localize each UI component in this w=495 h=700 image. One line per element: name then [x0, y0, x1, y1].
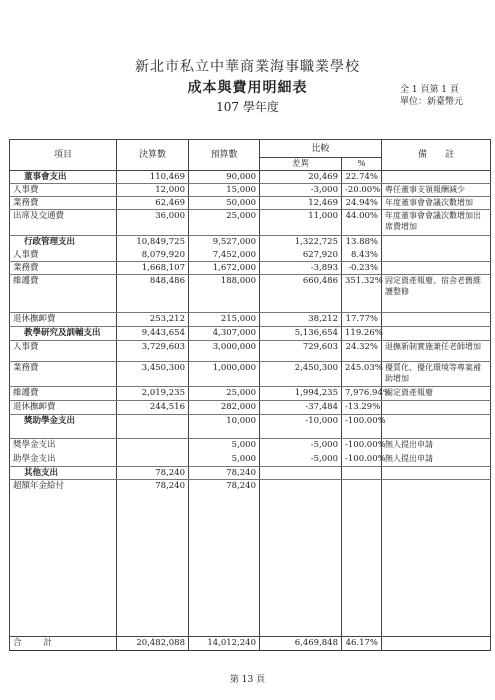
cell-diff: 38,212: [260, 313, 342, 327]
table-row: [10, 197, 491, 210]
cell-item: 獎助學金支出: [10, 415, 117, 439]
cell-diff: 660,486: [260, 275, 342, 313]
cell-note: [382, 313, 491, 327]
table-row: [10, 327, 491, 341]
table-row: [10, 275, 491, 313]
cell-pct: 8.43%: [342, 249, 382, 262]
col-header-budget: 預算數: [189, 140, 260, 171]
table-row: [10, 387, 491, 401]
cell-note: [382, 467, 491, 480]
total-diff: 6,469,848: [260, 637, 342, 651]
cell-budget: 282,000: [189, 401, 260, 415]
cell-diff: 20,469: [260, 171, 342, 184]
total-actual: 20,482,088: [117, 637, 189, 651]
table-row: [10, 362, 491, 387]
table-row: [10, 262, 491, 275]
table-row: [10, 171, 491, 184]
col-header-note: 備 註: [382, 140, 491, 171]
cell-note: [382, 236, 491, 249]
cell-note: 無人提出申請: [382, 453, 491, 467]
cell-item: 退休撫卹費: [10, 401, 117, 415]
cell-item: 超額年金給付: [10, 480, 117, 494]
table-row: [10, 236, 491, 249]
cell-item: 獎學金支出: [10, 439, 117, 453]
cell-actual: 78,240: [117, 480, 189, 494]
cell-budget: 25,000: [189, 210, 260, 236]
col-header-compare: 比較: [260, 140, 382, 158]
cell-budget: 5,000: [189, 439, 260, 453]
cell-diff: 1,994,235: [260, 387, 342, 401]
cell-pct: -0.23%: [342, 262, 382, 275]
col-header-diff: 差異: [260, 158, 342, 171]
cell-budget: 5,000: [189, 453, 260, 467]
cell-budget: 9,527,000: [189, 236, 260, 249]
cell-budget: 10,000: [189, 415, 260, 439]
currency-unit: 單位：新臺幣元: [400, 97, 464, 107]
table-row: [10, 439, 491, 453]
report-title: 成本與費用明細表: [187, 80, 308, 96]
cell-budget: 215,000: [189, 313, 260, 327]
cell-actual: 62,469: [117, 197, 189, 210]
cell-pct: 24.94%: [342, 197, 382, 210]
total-item: 合計: [10, 637, 117, 651]
table-row: [10, 467, 491, 480]
cell-actual: 12,000: [117, 184, 189, 197]
cell-item: 維護費: [10, 387, 117, 401]
cell-note: [382, 415, 491, 439]
cell-pct: 7,976.94%: [342, 387, 382, 401]
cell-pct: -13.29%: [342, 401, 382, 415]
cell-empty: [10, 494, 117, 637]
cell-item: 維護費: [10, 275, 117, 313]
cell-note: [382, 171, 491, 184]
cell-actual: 8,079,920: [117, 249, 189, 262]
cell-item: 董事會支出: [10, 171, 117, 184]
table-row: [10, 313, 491, 327]
table-row: [10, 415, 491, 439]
cell-item: 出席及交通費: [10, 210, 117, 236]
cell-budget: 3,000,000: [189, 341, 260, 362]
cell-item: 退休撫卹費: [10, 313, 117, 327]
page-info: 全 1 頁第 1 頁: [400, 85, 459, 95]
total-note: [382, 637, 491, 651]
cell-pct: 245.03%: [342, 362, 382, 387]
cell-actual: 1,668,107: [117, 262, 189, 275]
cell-pct: -20.00%: [342, 184, 382, 197]
cell-pct: [342, 467, 382, 480]
cell-pct: -100.00%: [342, 439, 382, 453]
cell-actual: 2,019,235: [117, 387, 189, 401]
cell-actual: [117, 453, 189, 467]
cell-actual: 3,450,300: [117, 362, 189, 387]
cell-pct: [342, 480, 382, 494]
total-pct: 46.17%: [342, 637, 382, 651]
cell-pct: 24.32%: [342, 341, 382, 362]
cell-diff: [260, 467, 342, 480]
cell-item: 業務費: [10, 362, 117, 387]
cell-empty: [117, 494, 189, 637]
page-number: 第 13 頁: [229, 675, 266, 685]
table-row: [10, 480, 491, 494]
cell-empty: [342, 494, 382, 637]
cell-pct: 119.26%: [342, 327, 382, 341]
cell-pct: -100.00%: [342, 453, 382, 467]
cell-actual: 36,000: [117, 210, 189, 236]
cell-item: 人事費: [10, 184, 117, 197]
cell-pct: 44.00%: [342, 210, 382, 236]
cell-actual: 10,849,725: [117, 236, 189, 249]
total-budget: 14,012,240: [189, 637, 260, 651]
cell-actual: 78,240: [117, 467, 189, 480]
cell-note: 專任董事支領報酬減少: [382, 184, 491, 197]
fiscal-year: 107 學年度: [216, 100, 279, 114]
cell-actual: 9,443,654: [117, 327, 189, 341]
cell-item: 行政管理支出: [10, 236, 117, 249]
school-name: 新北市私立中華商業海事職業學校: [135, 59, 360, 75]
cell-budget: 25,000: [189, 387, 260, 401]
cell-budget: 188,000: [189, 275, 260, 313]
total-row: [10, 637, 491, 651]
cell-budget: 50,000: [189, 197, 260, 210]
cell-item: 人事費: [10, 249, 117, 262]
cell-actual: 244,516: [117, 401, 189, 415]
table-row: [10, 453, 491, 467]
cell-empty: [260, 494, 342, 637]
cell-note: 優質化、優化環境等專案補助增加: [382, 362, 491, 387]
table-row: [10, 401, 491, 415]
cell-note: 固定資產報廢、宿舍老舊維護整修: [382, 275, 491, 313]
cell-diff: -3,000: [260, 184, 342, 197]
cell-item: 人事費: [10, 341, 117, 362]
cell-note: [382, 401, 491, 415]
col-header-pct: %: [342, 158, 382, 171]
cell-diff: [260, 480, 342, 494]
cell-note: [382, 480, 491, 494]
cell-budget: 78,240: [189, 467, 260, 480]
cell-empty: [382, 494, 491, 637]
cell-budget: 1,672,000: [189, 262, 260, 275]
cell-note: 年度董事會會議次數增加: [382, 197, 491, 210]
cell-item: 助學金支出: [10, 453, 117, 467]
cell-pct: 17.77%: [342, 313, 382, 327]
cell-note: 退撫新制實施兼任老師增加: [382, 341, 491, 362]
cell-diff: 12,469: [260, 197, 342, 210]
cell-diff: 5,136,654: [260, 327, 342, 341]
table-row: [10, 249, 491, 262]
cell-budget: 78,240: [189, 480, 260, 494]
table-row: [10, 210, 491, 236]
cell-diff: -5,000: [260, 439, 342, 453]
cell-diff: -10,000: [260, 415, 342, 439]
cell-actual: 110,469: [117, 171, 189, 184]
cell-actual: [117, 439, 189, 453]
cell-note: 固定資產報廢: [382, 387, 491, 401]
cell-pct: 351.32%: [342, 275, 382, 313]
cell-note: 年度董事會會議次數增加出席費增加: [382, 210, 491, 236]
cell-diff: 2,450,300: [260, 362, 342, 387]
cell-diff: -5,000: [260, 453, 342, 467]
table-body: [10, 171, 491, 651]
cell-empty: [189, 494, 260, 637]
cost-expense-table: [9, 139, 491, 651]
cell-budget: 15,000: [189, 184, 260, 197]
cell-note: 無人提出申請: [382, 439, 491, 453]
cell-note: [382, 249, 491, 262]
cell-item: 業務費: [10, 262, 117, 275]
cell-item: 其他支出: [10, 467, 117, 480]
cell-diff: 11,000: [260, 210, 342, 236]
cell-diff: 1,322,725: [260, 236, 342, 249]
cell-note: [382, 327, 491, 341]
cell-budget: 90,000: [189, 171, 260, 184]
cell-budget: 1,000,000: [189, 362, 260, 387]
table-row: [10, 184, 491, 197]
table-row: [10, 341, 491, 362]
cell-diff: 627,920: [260, 249, 342, 262]
col-header-actual: 決算數: [117, 140, 189, 171]
cell-diff: 729,603: [260, 341, 342, 362]
cell-item: 教學研究及訓輔支出: [10, 327, 117, 341]
cell-budget: 7,452,000: [189, 249, 260, 262]
cell-actual: [117, 415, 189, 439]
cell-item: 業務費: [10, 197, 117, 210]
cell-actual: 848,486: [117, 275, 189, 313]
cell-diff: -3,893: [260, 262, 342, 275]
cell-diff: -37,484: [260, 401, 342, 415]
cell-budget: 4,307,000: [189, 327, 260, 341]
cell-pct: -100.00%: [342, 415, 382, 439]
cell-note: [382, 262, 491, 275]
cell-pct: 22.74%: [342, 171, 382, 184]
cell-actual: 253,212: [117, 313, 189, 327]
filler-row: [10, 494, 491, 637]
col-header-item: 項目: [10, 140, 117, 171]
cell-pct: 13.88%: [342, 236, 382, 249]
cell-actual: 3,729,603: [117, 341, 189, 362]
